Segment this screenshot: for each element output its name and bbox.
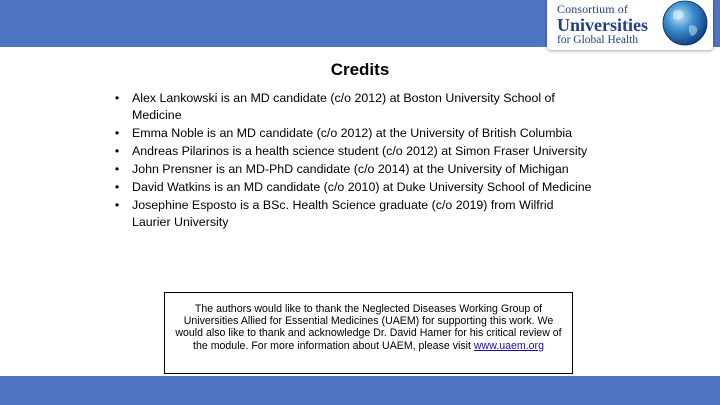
logo-line-3: for Global Health	[557, 34, 639, 46]
logo-line-1: Consortium of	[557, 2, 628, 16]
credit-text: David Watkins is an MD candidate (c/o 2010) at Duke University School of Medicine	[132, 180, 592, 194]
bullet: •	[114, 162, 120, 176]
credits-list	[112, 90, 652, 232]
credit-text: Andreas Pilarinos is a health science student (c/o 2012) at Simon Fraser University	[132, 144, 588, 158]
uaem-link[interactable]: www.uaem.org	[473, 339, 544, 352]
credit-text: Emma Noble is an MD candidate (c/o 2012) at the University of British Columbia	[132, 126, 573, 140]
list-item	[112, 125, 652, 142]
acknowledgement-text: The authors would like to thank the Neglected Diseases Working Group of Universities Allied for Essential Medicines (UAEM) for supporting this work. We would also like to thank and acknowledge Dr. David Hamer for his critical review of the module. For more information about UAEM, please visit	[175, 303, 562, 352]
cugh-logo	[547, 0, 713, 50]
logo-wordmark	[557, 3, 648, 47]
logo-line-2: Universities	[557, 15, 648, 35]
list-item	[112, 90, 652, 124]
list-item	[112, 179, 652, 196]
bullet: •	[114, 91, 120, 105]
list-item	[112, 197, 652, 231]
bullet: •	[114, 144, 120, 158]
bullet: •	[114, 126, 120, 140]
bullet: •	[114, 198, 120, 212]
list-item	[112, 143, 652, 160]
footer-band	[0, 376, 720, 405]
credit-text: John Prensner is an MD-PhD candidate (c/o 2014) at the University of Michigan	[132, 162, 569, 176]
list-item	[112, 161, 652, 178]
page-title: Credits	[330, 60, 390, 79]
bullet: •	[114, 180, 120, 194]
credit-text: Alex Lankowski is an MD candidate (c/o 2012) at Boston University School of Medicine	[132, 91, 555, 122]
acknowledgement-box	[164, 292, 573, 374]
credit-text: Josephine Esposto is a BSc. Health Science graduate (c/o 2019) from Wilfrid Laurier University	[132, 198, 554, 229]
globe-icon	[659, 0, 709, 48]
